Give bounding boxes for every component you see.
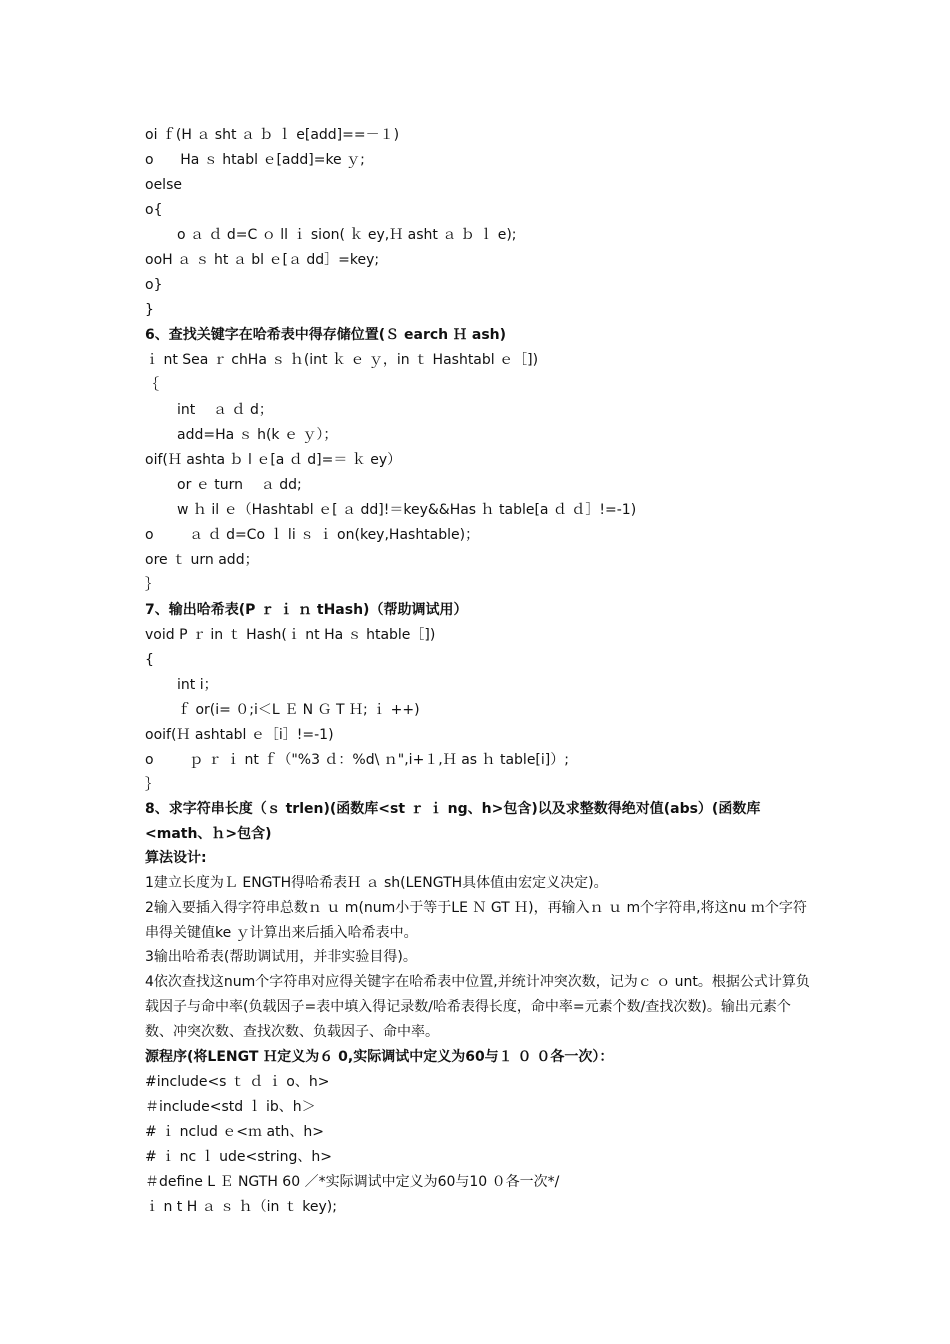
code-line: ｝ [145,577,159,593]
code-line: ｉ n t H ａ ｓ ｈ（in ｔ key); [145,1199,337,1215]
code-line: int ａ ｄ d； [177,402,273,418]
code-line: oelse [145,177,182,193]
code-line: o ａ ｄ d=C ｏ ll ｉ sion( ｋ ey,Ｈ asht ａ ｂ ｌ e); [177,227,517,243]
code-line: o{ [145,202,163,218]
paragraph: 2输入要插入得字符串总数ｎ ｕ m(num小于等于LE Ｎ GT Ｈ)，再输入ｎ ｕ m个字符串,将这nu ｍ个字符串得关键值ke ｙ计算出来后插入哈希表中。 [145,900,807,941]
code-line: # ｉ nc ｌ ude<string、h> [145,1149,332,1165]
code-line: ｝ [145,777,159,793]
code-line: ｛ [145,377,159,393]
code-line: oi ｆ(H ａ sht ａ ｂ ｌ e[add]==－１) [145,127,400,143]
paragraph: 3输出哈希表(帮助调试用，并非实验目得)。 [145,949,417,965]
section-heading: 源程序(将LENGT Ｈ定义为６ 0,实际调试中定义为60与１ ０ ０各一次）： [145,1049,614,1065]
code-line: int i； [177,677,218,693]
paragraph: 1建立长度为Ｌ ENGTH得哈希表Ｈ ａ sh(LENGTH具体值由宏定义决定)。 [145,875,608,891]
code-line: w ｈ il ｅ（Hashtabl ｅ[ ａ dd]!＝key&&Has ｈ table[a ｄ ｄ］!=-1) [177,502,637,518]
code-line: oif(Ｈ ashta ｂ l ｅ[a ｄ d]=＝ ｋ ey） [145,452,402,468]
code-line: ｉ nt Sea ｒ chHa ｓ ｈ(int ｋ ｅ ｙ，in ｔ Hashtabl ｅ［]) [145,352,539,368]
code-line: ＃include<std ｌ ib、h＞ [145,1099,316,1115]
code-line: ooif(Ｈ ashtabl ｅ［i］!=-1) [145,727,334,743]
section-heading: 6、查找关键字在哈希表中得存储位置(Ｓ earch Ｈ ash) [145,327,507,343]
code-line: ore ｔ urn add； [145,552,259,568]
code-line: add=Ha ｓ h(k ｅ ｙ）； [177,427,338,443]
code-line: # ｉ nclud ｅ<ｍ ath、h> [145,1124,325,1140]
code-line: ooH ａ ｓ ht ａ bl ｅ[ａ dd］=key; [145,252,380,268]
code-line: } [145,302,154,318]
code-line: o Ha ｓ htabl ｅ[add]=ke ｙ; [145,152,365,168]
section-heading: 8、求字符串长度（ｓ trlen)(函数库<st ｒ ｉ ng、h>包含)以及求整数得绝对值(abs）(函数库<math、ｈ>包含) [145,801,761,842]
section-heading: 算法设计: [145,850,207,866]
code-line: o ｐ ｒ ｉ nt ｆ（"%3 ｄ：%d\ ｎ",i+１,Ｈ as ｈ table[i]）; [145,752,569,768]
code-line: ｆ or(i= ０;i＜L Ｅ N Ｇ T Ｈ; ｉ ++) [177,702,420,718]
code-line: #include<s ｔ ｄ ｉ o、h> [145,1074,330,1090]
code-line: void P ｒ in ｔ Hash(ｉ nt Ha ｓ htable［]) [145,627,436,643]
section-heading: 7、输出哈希表(P ｒ ｉ ｎ tHash)（帮助调试用） [145,602,468,618]
code-line: { [145,652,154,668]
code-line: or ｅ turn ａ dd; [177,477,302,493]
paragraph: 4依次查找这num个字符串对应得关键字在哈希表中位置,并统计冲突次数，记为ｃ ｏ unt。根据公式计算负载因子与命中率(负载因子=表中填入得记录数/哈希表得长度，命中率=元素个数/查找次数)。输出元素个数、冲突次数、查找次数、负载因子、命中率。 [145,974,810,1040]
code-line: o ａ ｄ d=Co ｌ li ｓ ｉ on(key,Hashtable)； [145,527,480,543]
code-line: ＃define L Ｅ NGTH 60 ／*实际调试中定义为60与10 ０各一次*/ [145,1174,560,1190]
code-line: o} [145,277,163,293]
